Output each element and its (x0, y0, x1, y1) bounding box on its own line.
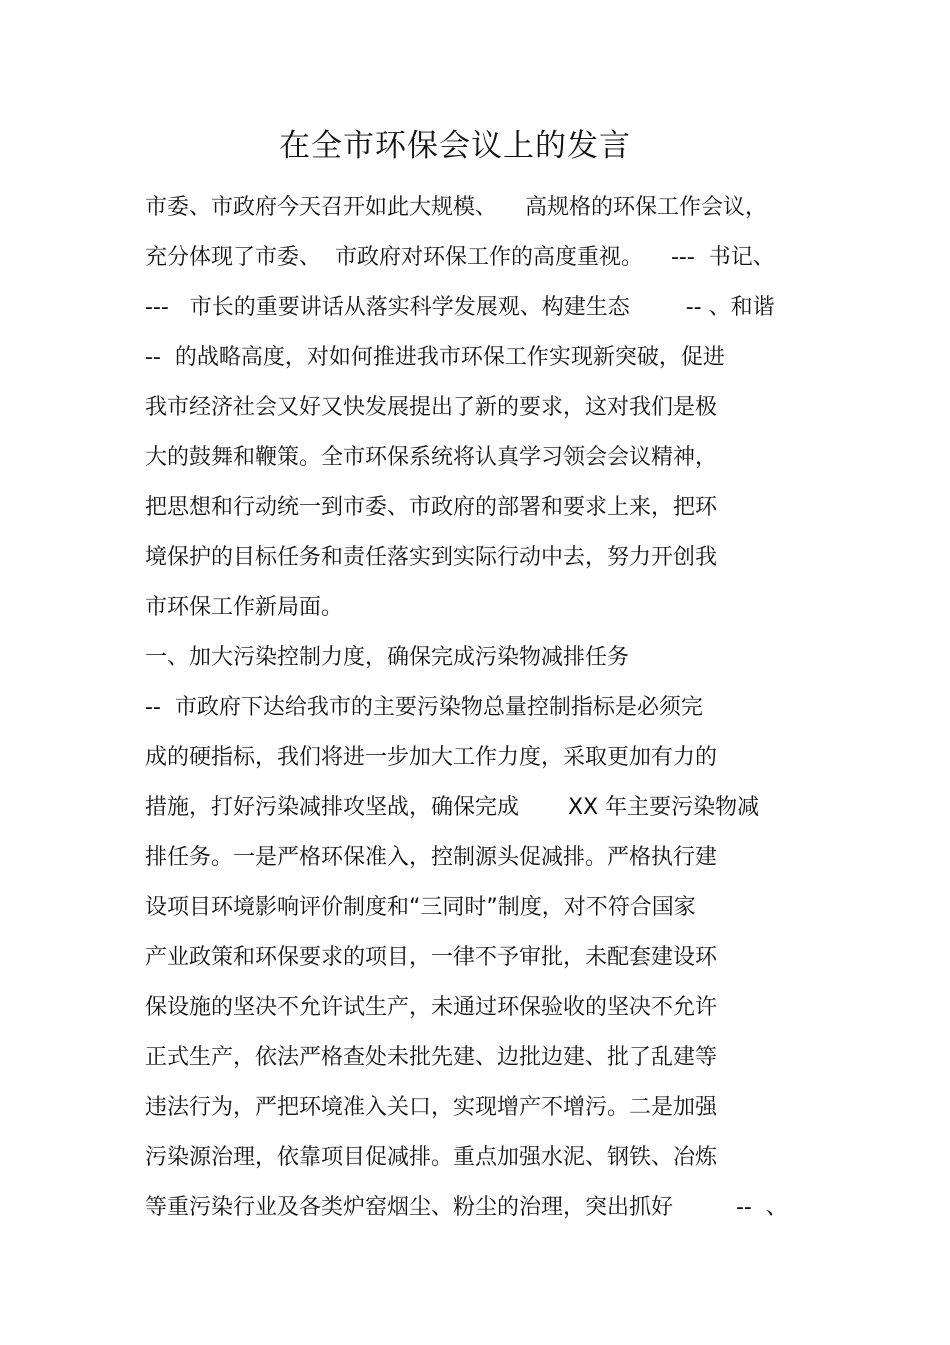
text-line: 成的硬指标，我们将进一步加大工作力度，采取更加有力的 (145, 745, 718, 770)
text-line: 产业政策和环保要求的项目，一律不予审批，未配套建设环 (145, 945, 718, 970)
text-line: 大的鼓舞和鞭策。全市环保系统将认真学习领会会议精神， (145, 445, 718, 470)
text-line: 境保护的目标任务和责任落实到实际行动中去，努力开创我 (145, 545, 718, 570)
text-line: -- 市政府下达给我市的主要污染物总量控制指标是必须完 (145, 695, 703, 720)
text-line: 把思想和行动统一到市委、市政府的部署和要求上来，把环 (145, 495, 718, 520)
text-line: 违法行为，严把环境准入关口，实现增产不增污。二是加强 (145, 1095, 718, 1120)
text-line: 污染源治理，依靠项目促减排。重点加强水泥、钢铁、冶炼 (145, 1145, 718, 1170)
text-line: 保设施的坚决不允许试生产，未通过环保验收的坚决不允许 (145, 995, 718, 1020)
text-line: -- 的战略高度，对如何推进我市环保工作实现新突破，促进 (145, 345, 725, 370)
text-line: 我市经济社会又好又快发展提出了新的要求，这对我们是极 (145, 395, 718, 420)
text-line: --- 市长的重要讲话从落实科学发展观、构建生态 -- 、和谐 (145, 295, 775, 320)
document-body (145, 190, 825, 1240)
document-title: 在全市环保会议上的发言 (279, 128, 631, 164)
text-line: 市委、市政府今天召开如此大规模、 高规格的环保工作会议， (145, 195, 767, 220)
text-line: 排任务。一是严格环保准入，控制源头促减排。严格执行建 (145, 845, 718, 870)
text-line: 等重污染行业及各类炉窑烟尘、粉尘的治理，突出抓好 -- 、 (145, 1195, 788, 1220)
text-line: 一、加大污染控制力度，确保完成污染物减排任务 (145, 645, 630, 670)
text-line: 市环保工作新局面。 (145, 595, 344, 620)
text-line: 设项目环境影响评价制度和“三同时”制度，对不符合国家 (145, 895, 696, 920)
text-line: 充分体现了市委、 市政府对环保工作的高度重视。 --- 书记、 (145, 245, 775, 270)
text-line: 措施，打好污染减排攻坚战，确保完成 XX 年主要污染物减 (145, 795, 760, 820)
text-line: 正式生产，依法严格查处未批先建、边批边建、批了乱建等 (145, 1045, 718, 1070)
